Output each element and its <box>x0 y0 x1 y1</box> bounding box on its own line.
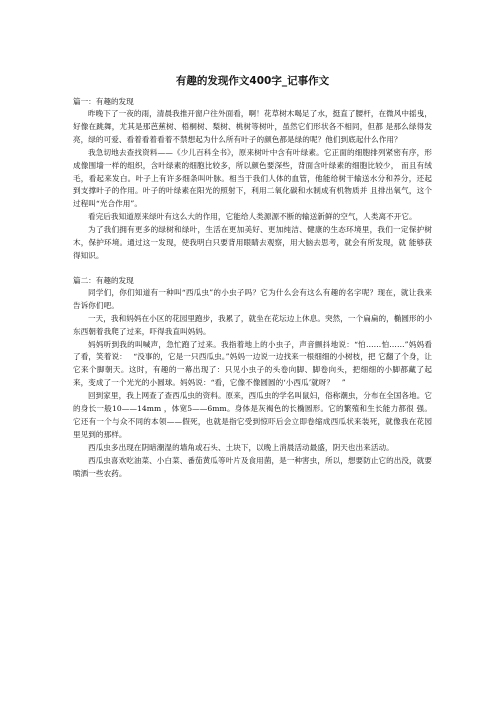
article-1-paragraph: 看完后我知道原来绿叶有这么大的作用，它能给人类源源不断的输送新鲜的空气，人类离不开它。 <box>88 212 417 222</box>
article-2-paragraph: 回到家里，我上网查了查西瓜虫的资料。原来，西瓜虫的学名叫鼠妇，俗称潮虫，分布在全国各地。它的身长一般10——14mm ，体宽5——6mm。身体是灰褐色的长椭圆形。它的繁殖和生长能力都很 强。它还有一个与众不同的本领——假死，也就是指它受到惊吓后会立即卷缩成西瓜状来装死，就像我在花园里见到的那样。 <box>73 391 432 439</box>
article-1-paragraph: 我急切地去查找资料——《少儿百科全书》，原来树叶中含有叶绿素。它正面的细胞排列紧密有序，形成像围墙一样的组织，含叶绿素的细胞比较多，所以颜色要深些，背面含叶绿素的细胞比较少， 而且有绒毛，看起来发白。叶子上有许多细条叫叶脉。相当于我们人体的血管，他能给树干输送水分和养分，还起到支撑叶子的作用。叶子的叶绿素在阳光的照射下，利用二氧化碳和水制成有机物质并 且排出氧气，这个过程叫“光合作用”。 <box>73 147 432 209</box>
article-2-paragraph: 西瓜虫多出现在阴暗潮湿的墙角或石头、土块下，以晚上消晨活动最盛，阴天也出来活动。 <box>88 442 394 452</box>
article-1-paragraph: 昨晚下了一夜的雨，清晨我推开窗户往外面看，啊！花草树木喝足了水，挺直了腰杆，在微风中摇曳，好像在跳舞，尤其是那芭蕉树、梧桐树、梨树、桃树等树叶，虽然它们形状各不相同，但都 是那么绿得发亮，绿的可爱、看着看着看着不禁想起为什么所有叶子的颜色都是绿的呢？他们到底起什么作用？ <box>73 109 432 144</box>
article-2-paragraph: 妈妈听到我的叫喊声，急忙跑了过来。我指着地上的小虫子，声音颤抖地说：“怕……怕……”妈妈看了看，笑着说： “没事的，它是一只西瓜虫。”妈妈一边说一边找来一根细细的小树枝，把 它翻了个身，让它来个脚朝天。这时，有趣的一幕出现了：只见小虫子的头卷向脚、脚卷向头，把细细的小脚都藏了起来，变成了一个光光的小圆球。妈妈说：“看，它像不像圆圆的‘小西瓜’就呀？ ” <box>73 339 432 388</box>
article-2-paragraph: 一天，我和妈妈在小区的花园里跑步，我累了，就坐在花坛边上休息。突然，一个扁扁的，椭圆形的小东西朝着我爬了过来，吓得我直叫妈妈。 <box>73 313 432 336</box>
article-2-heading: 篇二：有趣的发现 <box>73 275 134 285</box>
article-2-paragraph: 同学们，你们知道有一种叫“西瓜虫”的小虫子吗？它为什么会有这么有趣的名字呢？现在，就让我来告诉你们吧。 <box>73 287 432 310</box>
section-gap <box>73 263 432 275</box>
document-title: 有趣的发现作文400字_记事作文 <box>175 75 330 87</box>
article-2 <box>73 275 432 481</box>
article-1 <box>73 96 432 263</box>
article-1-paragraph: 为了我们拥有更多的绿树和绿叶，生活在更加美好、更加纯洁、健康的生态环境里，我们一定保护树木，保护环境。通过这一发现，使我明白只要背用眼睛去观察，用大脑去思考，就会有所发现，就 能够获得知识。 <box>73 225 432 260</box>
article-2-paragraph: 西瓜虫喜欢吃油菜、小白菜、番茄黄瓜等叶片及食用菌，是一种害虫，所以，想要防止它的出没，就要喷洒一些农药。 <box>73 455 432 478</box>
article-1-heading: 篇一：有趣的发现 <box>73 97 134 106</box>
